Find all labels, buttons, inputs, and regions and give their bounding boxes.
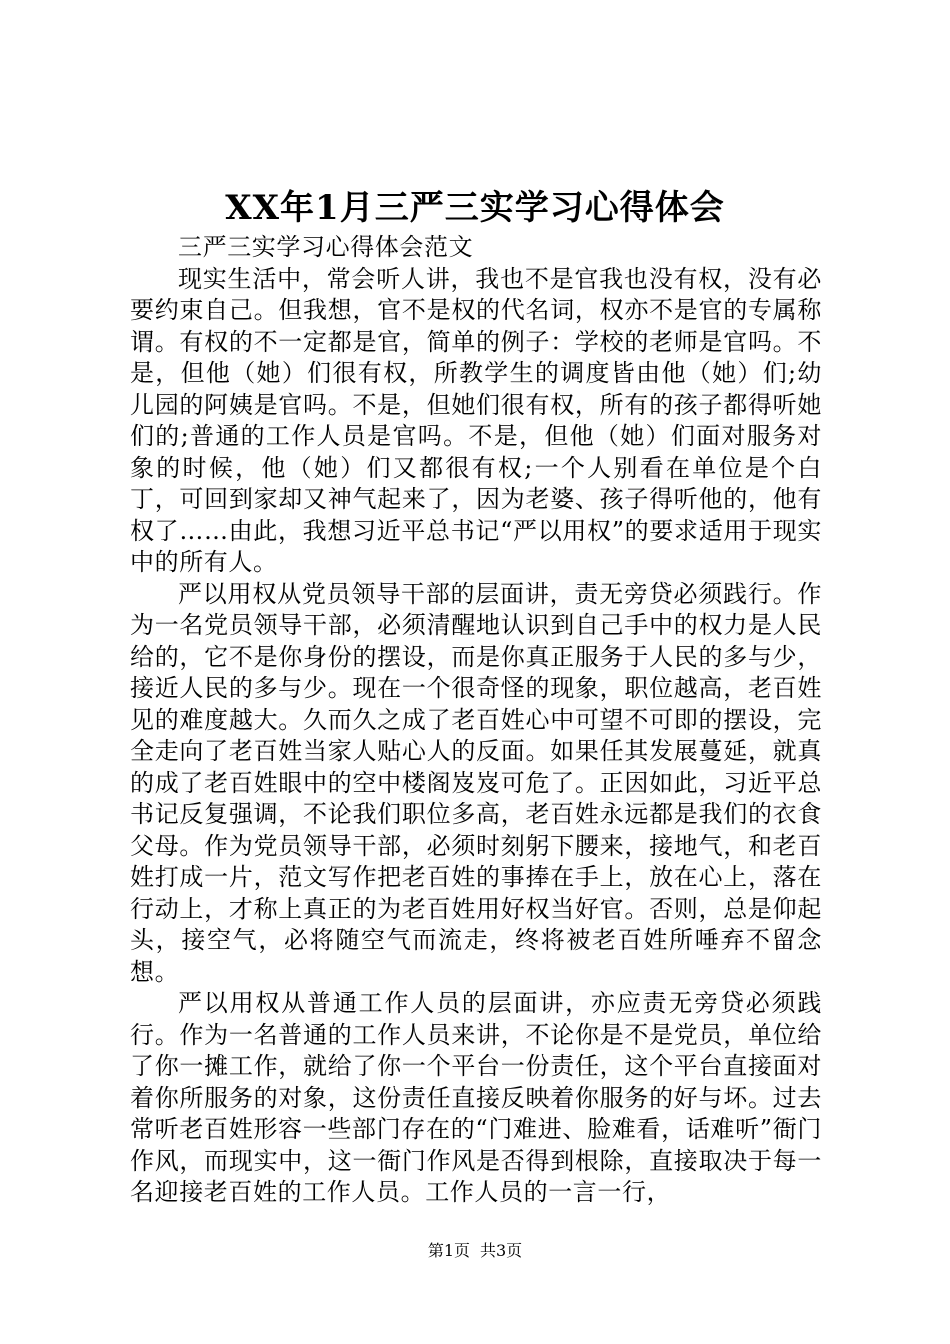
page-total: 共3页 (480, 1241, 523, 1260)
paragraph: 现实生活中，常会听人讲，我也不是官我也没有权，没有必要约束自己。但我想，官不是权的代名词，权亦不是官的专属称谓。有权的不一定都是官，简单的例子：学校的老师是官吗。不是，但他（她）们很有权，所教学生的调度皆由他（她）们;幼儿园的阿姨是官吗。不是，但她们很有权，所有的孩子都得听她们的;普通的工作人员是官吗。不是，但他（她）们面对服务对象的时候，他（她）们又都很有权;一个人别看在单位是个白丁，可回到家却又神气起来了，因为老婆、孩子得听他的，他有权了……由此，我想习近平总书记“严以用权”的要求适用于现实中的所有人。 (130, 264, 822, 576)
document-body (130, 232, 822, 1209)
document-subtitle: 三严三实学习心得体会范文 (178, 233, 474, 261)
page-number: 第1页 (427, 1241, 470, 1260)
paragraph: 严以用权从党员领导干部的层面讲，责无旁贷必须践行。作为一名党员领导干部，必须清醒地认识到自己手中的权力是人民给的，它不是你身份的摆设，而是你真正服务于人民的多与少，接近人民的多与少。现在一个很奇怪的现象，职位越高，老百姓见的难度越大。久而久之成了老百姓心中可望不可即的摆设，完全走向了老百姓当家人贴心人的反面。如果任其发展蔓延，就真的成了老百姓眼中的空中楼阁岌岌可危了。正因如此，习近平总书记反复强调，不论我们职位多高，老百姓永远都是我们的衣食父母。作为党员领导干部，必须时刻躬下腰来，接地气，和老百姓打成一片，范文写作把老百姓的事捧在手上，放在心上，落在行动上，才称上真正的为老百姓用好权当好官。否则，总是仰起头，接空气，必将随空气而流走，终将被老百姓所唾弃不留念想。 (130, 579, 822, 986)
page-footer (0, 1240, 950, 1262)
document-title: XX年1月三严三实学习心得体会 (225, 188, 725, 228)
paragraph: 严以用权从普通工作人员的层面讲，亦应责无旁贷必须践行。作为一名普通的工作人员来讲，不论你是不是党员，单位给了你一摊工作，就给了你一个平台一份责任，这个平台直接面对着你所服务的对象，这份责任直接反映着你服务的好与坏。过去常听老百姓形容一些部门存在的“门难进、脸难看，话难听”衙门作风，而现实中，这一衙门作风是否得到根除，直接取决于每一名迎接老百姓的工作人员。工作人员的一言一行， (130, 989, 822, 1206)
